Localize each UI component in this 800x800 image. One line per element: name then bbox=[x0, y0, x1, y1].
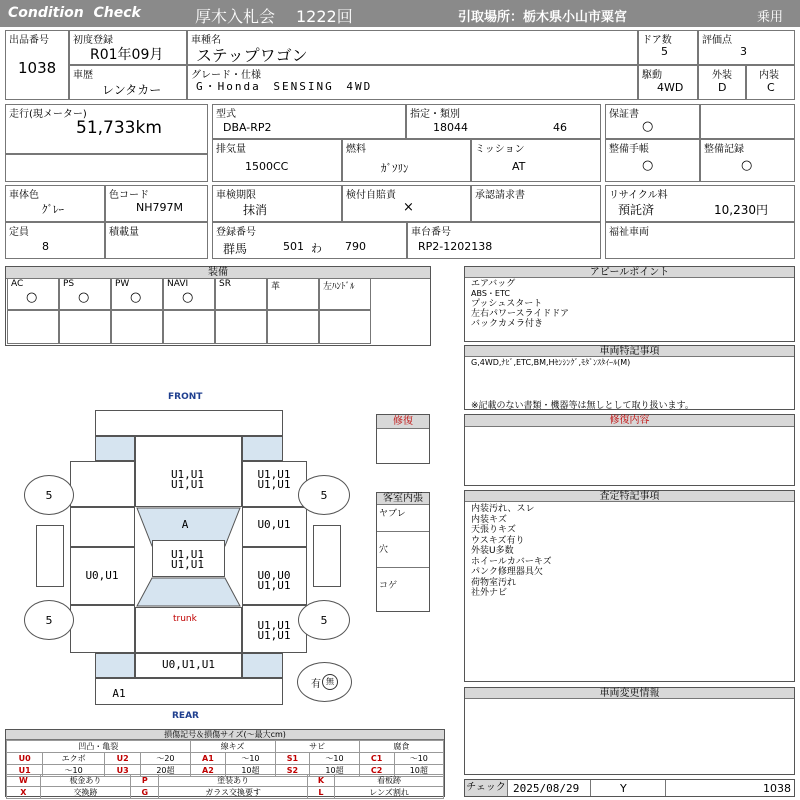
rear-door-right-damage-a: U0,U0 bbox=[257, 569, 291, 582]
model-value: DBA-RP2 bbox=[223, 121, 272, 134]
legend-group: サビ bbox=[275, 741, 359, 753]
lot-label: 出品番号 bbox=[9, 35, 49, 46]
equipment-label: 革 bbox=[271, 282, 281, 292]
front-fender-left bbox=[70, 461, 135, 507]
interior-label: 内装 bbox=[759, 70, 779, 81]
assessment-line: 内装汚れ、スレ bbox=[471, 504, 535, 514]
appeal-line: 左右パワースライドドア bbox=[471, 309, 570, 319]
legend-row bbox=[7, 753, 444, 765]
legend-code: A2 bbox=[190, 765, 226, 777]
assessment-line: 天張りキズ bbox=[471, 525, 516, 535]
doors-cell bbox=[638, 30, 698, 65]
assessment-line: 外装U多数 bbox=[471, 546, 514, 556]
equipment-item bbox=[7, 278, 59, 310]
mirror-left bbox=[36, 525, 64, 587]
welfare-cell bbox=[605, 222, 795, 259]
check-date-sep bbox=[590, 780, 591, 796]
equipment-blank-cell bbox=[319, 310, 371, 344]
capacity-value: 8 bbox=[42, 240, 49, 253]
recycle-label: リサイクル料 bbox=[609, 190, 668, 201]
rear-bumper-damage: U0,U1,U1 bbox=[162, 658, 215, 671]
displacement-value: 1500CC bbox=[245, 160, 289, 173]
legend-mark-row bbox=[7, 787, 444, 799]
reg-cell bbox=[212, 222, 407, 259]
recycle-fee: 10,230円 bbox=[714, 203, 768, 217]
fuel-cell bbox=[342, 139, 471, 182]
equipment-blank-cell bbox=[59, 310, 111, 344]
legend-desc: 〜10 bbox=[394, 753, 443, 765]
grade-label: グレード・仕様 bbox=[191, 70, 261, 81]
lot-number: 1038 bbox=[18, 59, 57, 77]
appeal-line: エアバッグ bbox=[471, 279, 516, 289]
auction-name: 厚木入札会 bbox=[195, 7, 276, 26]
service-cell bbox=[700, 139, 795, 182]
legend-desc: 10超 bbox=[310, 765, 359, 777]
equipment-label: SR bbox=[219, 279, 231, 289]
car-name-cell bbox=[187, 30, 638, 65]
grade-cell bbox=[187, 65, 638, 100]
warranty-cell bbox=[605, 104, 700, 139]
quarter-left bbox=[70, 605, 135, 653]
legend-marks-table bbox=[6, 774, 444, 799]
equipment-label: PW bbox=[115, 279, 130, 289]
quarter-right-damage-a: U1,U1 bbox=[257, 619, 291, 632]
inspection-value: 抹消 bbox=[243, 203, 268, 217]
inspection-cell bbox=[212, 185, 342, 222]
equipment-item bbox=[111, 278, 163, 310]
displacement-cell bbox=[212, 139, 342, 182]
legend-group: 凹凸・亀裂 bbox=[7, 741, 191, 753]
doors-value: 5 bbox=[661, 45, 668, 58]
fender-right-damage-a: U1,U1 bbox=[257, 468, 291, 481]
reg-kana: わ bbox=[311, 242, 322, 255]
equipment-value: ○ bbox=[130, 290, 142, 305]
inspection-label: 車検期限 bbox=[216, 190, 256, 201]
maintenance-label: 整備手帳 bbox=[609, 144, 649, 155]
equipment-label: AC bbox=[11, 279, 24, 289]
equipment-blank-cell bbox=[215, 310, 267, 344]
model-label: 型式 bbox=[216, 109, 236, 120]
spare-tire bbox=[297, 662, 352, 702]
equipment-item bbox=[319, 278, 371, 310]
quarter-right-damage-b: U1,U1 bbox=[257, 629, 291, 642]
appeal-line: ABS・ETC bbox=[471, 289, 510, 298]
spare-tire-label: 有 bbox=[311, 678, 321, 690]
legend-mark-code: G bbox=[131, 787, 159, 799]
fuel-label: 燃料 bbox=[346, 144, 366, 155]
assessment-line: ウスキズ有り bbox=[471, 535, 525, 546]
check-mark-sep bbox=[665, 780, 666, 796]
legend-code: A1 bbox=[190, 753, 226, 765]
warranty-value: ○ bbox=[642, 119, 654, 134]
tire-front-left: 5 bbox=[24, 475, 74, 515]
interior-divider-1 bbox=[377, 531, 429, 532]
brand-title: Condition Check bbox=[8, 5, 141, 21]
rear-door-right-damage-b: U1,U1 bbox=[257, 579, 291, 592]
legend-mark-desc: レンズ割れ bbox=[335, 787, 444, 799]
service-value: ○ bbox=[741, 158, 753, 173]
category-number: 46 bbox=[553, 121, 567, 134]
chassis-value: RP2-1202138 bbox=[418, 240, 493, 253]
appeal-line: プッシュスタート bbox=[471, 299, 543, 309]
legend-code: C1 bbox=[359, 753, 394, 765]
legend-desc: 〜10 bbox=[43, 765, 105, 777]
check-mark: Y bbox=[620, 782, 627, 795]
approval-label: 承認請求書 bbox=[475, 190, 525, 201]
history-cell bbox=[69, 65, 187, 100]
color-code-label: 色コード bbox=[109, 190, 149, 201]
interior-cell bbox=[746, 65, 795, 100]
recycle-cell bbox=[605, 185, 795, 222]
equipment-label: NAVI bbox=[167, 279, 189, 289]
equipment-blank-cell bbox=[7, 310, 59, 344]
rear-lower-damage: A1 bbox=[112, 687, 126, 700]
trunk-label: trunk bbox=[173, 614, 197, 624]
history-label: 車歴 bbox=[73, 70, 93, 81]
legend-code: S2 bbox=[275, 765, 310, 777]
assessment-lines bbox=[471, 504, 552, 599]
equipment-value: ○ bbox=[26, 290, 38, 305]
interior-item-hole: 穴 bbox=[379, 545, 389, 555]
interior-item-burn: コゲ bbox=[379, 581, 398, 591]
legend-mark-code: X bbox=[7, 787, 41, 799]
transmission-value: AT bbox=[512, 160, 526, 173]
chassis-label: 車台番号 bbox=[411, 227, 451, 238]
legend-mark-code: K bbox=[307, 775, 334, 787]
legend-mark-desc: 板金あり bbox=[40, 775, 130, 787]
legend-mark-desc: ガラス交換要す bbox=[159, 787, 307, 799]
color-value: ｸﾞﾚｰ bbox=[42, 203, 64, 216]
repair-panel bbox=[376, 414, 430, 464]
assessment-line: 社外ナビ bbox=[471, 588, 508, 598]
warranty-blank bbox=[700, 104, 795, 139]
legend-desc: 20超 bbox=[141, 765, 190, 777]
legend-desc: 10超 bbox=[226, 765, 275, 777]
roof-damage-a: U1,U1 bbox=[170, 548, 205, 561]
assessment-line: ホイールカバーキズ bbox=[471, 556, 552, 567]
legend-mark-row bbox=[7, 775, 444, 787]
color-code-cell bbox=[105, 185, 208, 222]
rear-window bbox=[135, 577, 242, 607]
equipment-item bbox=[163, 278, 215, 310]
check-lot: 1038 bbox=[763, 782, 791, 795]
tire-rear-right: 5 bbox=[298, 600, 350, 640]
change-info-panel bbox=[464, 687, 795, 775]
rear-door-left-damage: U0,U1 bbox=[85, 569, 119, 582]
color-code-value: NH797M bbox=[136, 201, 183, 214]
score-value: 3 bbox=[740, 45, 747, 58]
assessment-title: 査定特記事項 bbox=[465, 491, 794, 502]
reg-number: 790 bbox=[345, 240, 366, 253]
legend-desc: 10超 bbox=[394, 765, 443, 777]
exterior-label: 外装 bbox=[712, 70, 732, 81]
vehicle-category: 乗用 bbox=[757, 10, 784, 25]
special-notes-line: G,4WD,ﾅﾋﾞ,ETC,BM,Hｾﾝｼﾝｸﾞ,ﾓﾀﾞﾝｽﾀｲｰﾙ(M) bbox=[471, 358, 631, 367]
equipment-label: 左ﾊﾝﾄﾞﾙ bbox=[323, 282, 355, 292]
reg-class: 501 bbox=[283, 240, 304, 253]
rear-label: REAR bbox=[172, 711, 199, 721]
legend-code: U1 bbox=[7, 765, 43, 777]
windshield-damage: A bbox=[181, 518, 189, 531]
first-reg-value: R01年09月 bbox=[90, 47, 164, 63]
taillight-right bbox=[242, 653, 283, 678]
drive-cell bbox=[638, 65, 698, 100]
front-label: FRONT bbox=[168, 392, 203, 402]
doors-label: ドア数 bbox=[642, 35, 672, 46]
repair-content-panel bbox=[464, 414, 795, 486]
color-label: 車体色 bbox=[9, 190, 39, 201]
self-check-cell bbox=[342, 185, 471, 222]
designation-value: 18044 bbox=[433, 121, 468, 134]
equipment-value: ○ bbox=[78, 290, 90, 305]
car-name-label: 車種名 bbox=[191, 35, 221, 46]
score-label: 評価点 bbox=[702, 35, 732, 46]
change-info-title: 車両変更情報 bbox=[465, 688, 794, 699]
recycle-status: 預託済 bbox=[618, 203, 655, 217]
appeal-title: アピールポイント bbox=[465, 267, 794, 278]
first-reg-label: 初度登録 bbox=[73, 35, 113, 46]
displacement-label: 排気量 bbox=[216, 144, 246, 155]
rear-window-glass bbox=[137, 578, 240, 606]
equipment-item bbox=[267, 278, 319, 310]
tire-front-right: 5 bbox=[298, 475, 350, 515]
grade-value: G・Honda SENSING 4WD bbox=[196, 80, 373, 93]
legend-group: 腐食 bbox=[359, 741, 443, 753]
legend-mark-desc: 交換跡 bbox=[40, 787, 130, 799]
equipment-blank-cell bbox=[267, 310, 319, 344]
load-label: 積載量 bbox=[109, 227, 139, 238]
maintenance-value: ○ bbox=[642, 158, 654, 173]
self-check-value: × bbox=[403, 200, 414, 215]
equipment-item bbox=[215, 278, 267, 310]
drive-label: 駆動 bbox=[642, 70, 662, 81]
legend-mark-desc: 看板跡 bbox=[335, 775, 444, 787]
interior-divider-2 bbox=[377, 567, 429, 568]
appeal-lines bbox=[471, 279, 569, 329]
assessment-panel bbox=[464, 490, 795, 682]
special-notes-title: 車両特記事項 bbox=[465, 346, 794, 357]
capacity-cell bbox=[5, 222, 105, 259]
interior-lining-panel bbox=[376, 492, 430, 612]
legend-code: U0 bbox=[7, 753, 43, 765]
check-footer bbox=[464, 779, 795, 797]
taillight-left bbox=[95, 653, 135, 678]
interior-lining-title: 客室内張 bbox=[377, 493, 429, 505]
transmission-cell bbox=[471, 139, 601, 182]
legend-mark-desc: 塗装あり bbox=[159, 775, 307, 787]
legend-code: U2 bbox=[104, 753, 140, 765]
appeal-panel bbox=[464, 266, 795, 342]
special-notes-disclaimer: ※記載のない書類・機器等は無しとして取り扱います。 bbox=[471, 401, 694, 411]
legend-mark-code: P bbox=[131, 775, 159, 787]
designation-label: 指定・類別 bbox=[410, 109, 460, 120]
self-check-label: 検付自賠責 bbox=[346, 190, 396, 201]
spare-tire-mark: 無 bbox=[322, 674, 338, 690]
warranty-label: 保証書 bbox=[609, 109, 639, 120]
approval-cell bbox=[471, 185, 601, 222]
fuel-value: ｶﾞｿﾘﾝ bbox=[381, 162, 409, 175]
pickup-location: 引取場所：栃木県小山市粟宮 bbox=[458, 10, 628, 25]
reg-label: 登録番号 bbox=[216, 227, 256, 238]
equipment-title: 装備 bbox=[6, 267, 430, 279]
equipment-label: PS bbox=[63, 279, 75, 289]
service-label: 整備記録 bbox=[704, 144, 744, 155]
front-door-left bbox=[70, 507, 135, 547]
capacity-label: 定員 bbox=[9, 227, 29, 238]
tire-rear-left: 5 bbox=[24, 600, 74, 640]
legend-code: U3 bbox=[104, 765, 140, 777]
appeal-line: バックカメラ付き bbox=[471, 319, 544, 329]
legend-title: 損傷記号＆損傷サイズ(〜最大cm) bbox=[6, 730, 444, 740]
repair-content-title: 修復内容 bbox=[465, 415, 794, 427]
legend-desc: エクボ bbox=[43, 753, 105, 765]
first-reg-cell bbox=[69, 30, 187, 65]
welfare-label: 福祉車両 bbox=[609, 227, 649, 238]
legend-code: C2 bbox=[359, 765, 394, 777]
headlight-right bbox=[242, 436, 283, 461]
legend-group: 線キズ bbox=[190, 741, 275, 753]
exterior-cell bbox=[698, 65, 746, 100]
fender-right-damage-b: U1,U1 bbox=[257, 478, 291, 491]
assessment-line: 荷物室汚れ bbox=[471, 577, 517, 588]
hood-damage-b: U1,U1 bbox=[170, 478, 205, 491]
check-date: 2025/08/29 bbox=[513, 782, 580, 795]
score-cell bbox=[698, 30, 795, 65]
equipment-blank-cell bbox=[163, 310, 215, 344]
interior-item-tear: ヤブレ bbox=[379, 509, 406, 519]
mirror-right bbox=[313, 525, 341, 587]
equipment-blank-cell bbox=[111, 310, 163, 344]
designation-cell bbox=[406, 104, 601, 139]
maintenance-cell bbox=[605, 139, 700, 182]
assessment-line: パンク修理器具欠 bbox=[471, 567, 543, 577]
chassis-cell bbox=[407, 222, 601, 259]
front-bumper bbox=[95, 410, 283, 436]
drive-value: 4WD bbox=[657, 81, 684, 94]
mileage-blank bbox=[5, 154, 208, 182]
transmission-label: ミッション bbox=[475, 144, 525, 155]
lot-cell bbox=[5, 30, 69, 100]
legend-group-row bbox=[7, 741, 444, 753]
legend-mark-code: W bbox=[7, 775, 41, 787]
front-door-right-damage: U0,U1 bbox=[257, 518, 291, 531]
legend-desc: 〜10 bbox=[310, 753, 359, 765]
color-cell bbox=[5, 185, 105, 222]
legend-panel bbox=[5, 729, 445, 797]
equipment-item bbox=[59, 278, 111, 310]
legend-code: S1 bbox=[275, 753, 310, 765]
legend-desc: 〜10 bbox=[226, 753, 275, 765]
special-notes-panel bbox=[464, 345, 795, 410]
equipment-value: ○ bbox=[182, 290, 194, 305]
load-cell bbox=[105, 222, 208, 259]
interior-value: C bbox=[767, 81, 775, 94]
headlight-left bbox=[95, 436, 135, 461]
mileage-value: 51,733km bbox=[76, 118, 162, 138]
reg-region: 群馬 bbox=[223, 242, 248, 256]
legend-table bbox=[6, 740, 444, 777]
legend-desc: 〜20 bbox=[141, 753, 190, 765]
mileage-cell bbox=[5, 104, 208, 154]
roof-damage-b: U1,U1 bbox=[170, 558, 205, 571]
hood-damage-a: U1,U1 bbox=[170, 468, 205, 481]
mileage-label: 走行(現メーター) bbox=[9, 109, 87, 120]
model-cell bbox=[212, 104, 406, 139]
auction-session: 1222回 bbox=[296, 7, 353, 26]
history-value: レンタカー bbox=[102, 83, 162, 97]
assessment-line: 内装キズ bbox=[471, 514, 507, 525]
repair-title: 修復 bbox=[377, 415, 429, 429]
car-name-value: ステップワゴン bbox=[196, 46, 308, 65]
check-label: チェック bbox=[465, 780, 508, 796]
legend-mark-code: L bbox=[307, 787, 334, 799]
exterior-value: D bbox=[718, 81, 727, 94]
